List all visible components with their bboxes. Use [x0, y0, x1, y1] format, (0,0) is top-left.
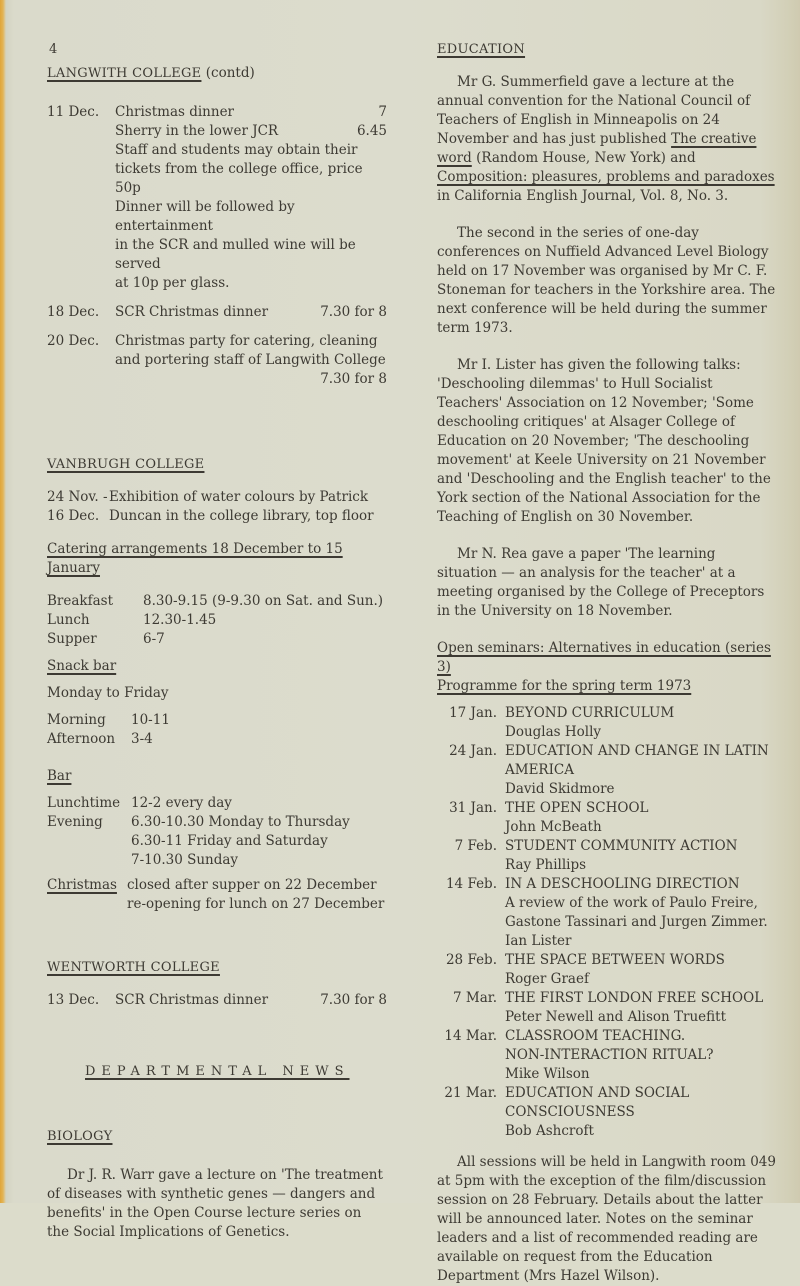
entry-text: Staff and students may obtain their: [115, 142, 358, 158]
text-run: (Random House, New York) and: [471, 150, 696, 166]
entry-text: Dinner will be followed by entertainment: [115, 199, 295, 234]
left-column: [47, 42, 387, 1242]
entry-line: [115, 141, 387, 160]
seminar-line: Douglas Holly: [505, 724, 602, 740]
seminar-line: Bob Ashcroft: [505, 1123, 594, 1139]
entry-date: 20 Dec.: [47, 333, 100, 349]
seminar-line: Gastone Tassinari and Jurgen Zimmer.: [505, 914, 768, 930]
seminar-item: [437, 704, 777, 742]
exhibition-text: Exhibition of water colours by Patrick: [109, 489, 368, 505]
bar-time: [47, 832, 387, 851]
entry-text: and portering staff of Langwith College: [115, 352, 386, 368]
seminar-line: Mike Wilson: [505, 1066, 590, 1082]
seminar-item: [437, 989, 777, 1027]
langwith-heading: [47, 64, 387, 83]
snack-bar-time-label: Morning: [47, 712, 106, 728]
seminar-date: 28 Feb.: [445, 952, 497, 968]
entry-body: [115, 303, 387, 322]
catering-title: Catering arrangements 18 December to 15 January: [47, 541, 343, 576]
seminar-details: [505, 1027, 777, 1084]
wentworth-entry: [47, 991, 387, 1010]
meal-time-value: 6-7: [143, 631, 165, 647]
seminar-details: [505, 837, 777, 875]
text-run: Mr G. Summerfield gave a lecture at the annual convention for the National Council of Teachers of English in Minneapolis on 24 November and has just published: [437, 74, 751, 147]
seminar-date: 21 Mar.: [444, 1085, 497, 1101]
seminar-list: [437, 704, 777, 1141]
entry-line: [115, 332, 387, 351]
education-paragraph-3: Mr I. Lister has given the following talks: 'Deschooling dilemmas' to Hull Socialist Teachers' Association on 12 November; 'Some deschooling critiques' at Alsager College of Education on 20 November; 'The deschooling movement' at Keele University on 21 November and 'Deschooling and the English teacher' to the York section of the National Association for the Teaching of English on 30 November.: [437, 357, 771, 525]
seminar-line: AMERICA: [505, 762, 575, 778]
seminar-date: 17 Jan.: [449, 705, 497, 721]
bar-time-value: 6.30-10.30 Monday to Thursday: [131, 814, 350, 830]
bar-time-label: Evening: [47, 814, 103, 830]
bar-time-value: 6.30-11 Friday and Saturday: [131, 833, 328, 849]
seminar-item: [437, 1084, 777, 1141]
meal-time: [47, 592, 387, 611]
entry-time: 6.45: [356, 123, 387, 139]
bar-time-label: [47, 851, 131, 870]
entry-line: [115, 198, 387, 236]
entry-time: 7.30 for 8: [320, 304, 387, 320]
meals-list: [47, 592, 387, 649]
exhibition-line: [47, 507, 387, 526]
education-paragraph-1: [437, 73, 777, 206]
seminar-line: Ian Lister: [505, 933, 572, 949]
bar-hours: [47, 794, 387, 870]
seminar-date: 7 Feb.: [454, 838, 497, 854]
meal-time: [47, 611, 387, 630]
meal-time-label: Lunch: [47, 612, 90, 628]
snack-bar-hours: [47, 711, 387, 749]
seminar-item: [437, 799, 777, 837]
entry-line: [115, 160, 387, 198]
seminar-date: 14 Feb.: [445, 876, 497, 892]
entry-text: SCR Christmas dinner: [115, 992, 269, 1008]
seminar-date: 14 Mar.: [444, 1028, 497, 1044]
wentworth-title: WENTWORTH COLLEGE: [47, 960, 220, 975]
langwith-suffix: (contd): [205, 65, 255, 81]
snack-bar-days: Monday to Friday: [47, 685, 169, 701]
exhibition-text: Duncan in the college library, top floor: [109, 508, 374, 524]
bar-time-label: Lunchtime: [47, 795, 121, 811]
entry-body: [115, 103, 387, 293]
meal-time-value: 12.30-1.45: [143, 612, 217, 628]
event-entry: [47, 332, 387, 389]
snack-bar-time-value: 3-4: [131, 731, 153, 747]
seminar-line: NON-INTERACTION RITUAL?: [505, 1047, 714, 1063]
seminar-details: [505, 704, 777, 742]
seminars-subtitle: Programme for the spring term 1973: [437, 678, 692, 694]
seminar-item: [437, 837, 777, 875]
snack-bar-time: [47, 711, 387, 730]
entry-line: [115, 370, 387, 389]
seminar-title: EDUCATION AND SOCIAL CONSCIOUSNESS: [505, 1085, 690, 1120]
book-title-creative-word: The creative word: [437, 131, 757, 166]
seminar-item: [437, 742, 777, 799]
bar-time: [47, 794, 387, 813]
snack-bar-time-value: 10-11: [131, 712, 170, 728]
entry-text: Sherry in the lower JCR: [115, 123, 279, 139]
entry-line: [115, 103, 387, 122]
snack-bar-time-label: Afternoon: [47, 731, 116, 747]
seminar-title: BEYOND CURRICULUM: [505, 705, 675, 721]
entry-date: 11 Dec.: [47, 104, 100, 120]
meal-time: [47, 630, 387, 649]
christmas-line: closed after supper on 22 December: [127, 877, 377, 893]
entry-date: 18 Dec.: [47, 304, 100, 320]
seminar-item: [437, 951, 777, 989]
entry-time: 7.30 for 8: [320, 371, 387, 387]
entry-body: [115, 332, 387, 389]
seminar-title: STUDENT COMMUNITY ACTION: [505, 838, 738, 854]
bar-time: [47, 851, 387, 870]
seminar-details: [505, 989, 777, 1027]
seminar-title: CLASSROOM TEACHING.: [505, 1028, 686, 1044]
education-paragraph-2: The second in the series of one-day conferences on Nuffield Advanced Level Biology held on 17 November was organised by Mr C. F. Stoneman for teachers in the Yorkshire area. The next conference will be held during the summer term 1973.: [437, 225, 776, 336]
seminar-line: Ray Phillips: [505, 857, 587, 873]
meal-time-label: Breakfast: [47, 593, 113, 609]
snack-bar-time: [47, 730, 387, 749]
education-title: EDUCATION: [437, 42, 526, 57]
bar-title: Bar: [47, 768, 72, 784]
seminar-line: David Skidmore: [505, 781, 615, 797]
seminar-details: [505, 1084, 777, 1141]
seminar-item: [437, 1027, 777, 1084]
seminars-closing-note: All sessions will be held in Langwith room 049 at 5pm with the exception of the film/discussion session on 28 February. Details about the latter will be announced later. Notes on the seminar leaders and a list of recommended reading are available on request from the Education Department (Mrs Hazel Wilson).: [437, 1154, 776, 1284]
seminar-title: THE FIRST LONDON FREE SCHOOL: [505, 990, 764, 1006]
seminar-line: Roger Graef: [505, 971, 589, 987]
meal-time-label: Supper: [47, 631, 97, 647]
vanbrugh-exhibition: [47, 488, 387, 526]
right-column: [437, 40, 777, 1286]
entry-text: Christmas party for catering, cleaning: [115, 333, 378, 349]
event-entry: [47, 103, 387, 293]
seminar-date: 24 Jan.: [449, 743, 497, 759]
meal-time-value: 8.30-9.15 (9-9.30 on Sat. and Sun.): [143, 593, 384, 609]
langwith-entries: [47, 103, 387, 389]
vanbrugh-title: VANBRUGH COLLEGE: [47, 457, 205, 472]
seminar-date: 7 Mar.: [452, 990, 497, 1006]
snack-bar-title: Snack bar: [47, 658, 117, 674]
biology-text: Dr J. R. Warr gave a lecture on 'The treatment of diseases with synthetic genes — dangers and benefits' in the Open Course lecture series on the Social Implications of Genetics.: [47, 1167, 383, 1240]
article-title-composition: Composition: pleasures, problems and paradoxes: [437, 169, 775, 185]
entry-text: tickets from the college office, price 50p: [115, 161, 363, 196]
entry-line: [115, 351, 387, 370]
entry-time: 7: [378, 104, 387, 120]
seminar-details: [505, 742, 777, 799]
seminar-details: [505, 799, 777, 837]
text-run: in California English Journal, Vol. 8, No. 3.: [437, 188, 729, 204]
seminar-item: [437, 875, 777, 951]
entry-line: [115, 236, 387, 274]
seminar-line: Peter Newell and Alison Truefitt: [505, 1009, 726, 1025]
bar-time-value: 12-2 every day: [131, 795, 232, 811]
biology-title: BIOLOGY: [47, 1129, 113, 1144]
seminar-title: IN A DESCHOOLING DIRECTION: [505, 876, 740, 892]
exhibition-line: [47, 488, 387, 507]
seminar-details: [505, 875, 777, 951]
exhibition-date: 24 Nov. -: [47, 489, 108, 505]
entry-text: Christmas dinner: [115, 104, 235, 120]
entry-date: 13 Dec.: [47, 992, 100, 1008]
page-number: 4: [49, 42, 58, 57]
departmental-news-title: DEPARTMENTAL NEWS: [85, 1064, 350, 1079]
bar-time-label: [47, 832, 131, 851]
seminar-title: THE OPEN SCHOOL: [505, 800, 649, 816]
christmas-label: Christmas: [47, 877, 117, 893]
entry-line: [115, 274, 387, 293]
seminar-line: John McBeath: [505, 819, 602, 835]
christmas-line: re-opening for lunch on 27 December: [127, 896, 385, 912]
seminar-title: EDUCATION AND CHANGE IN LATIN: [505, 743, 769, 759]
bar-time-value: 7-10.30 Sunday: [131, 852, 239, 868]
entry-text: SCR Christmas dinner: [115, 304, 269, 320]
entry-line: [115, 122, 387, 141]
entry-text: at 10p per glass.: [115, 275, 230, 291]
entry-text: in the SCR and mulled wine will be served: [115, 237, 356, 272]
entry-time: 7.30 for 8: [320, 992, 387, 1008]
exhibition-date: 16 Dec.: [47, 508, 100, 524]
seminar-title: THE SPACE BETWEEN WORDS: [505, 952, 725, 968]
seminar-line: A review of the work of Paulo Freire,: [505, 895, 758, 911]
christmas-closure: [47, 876, 387, 914]
entry-line: [115, 303, 387, 322]
langwith-title: LANGWITH COLLEGE: [47, 66, 202, 81]
education-paragraph-4: Mr N. Rea gave a paper 'The learning situation — an analysis for the teacher' at a meeting organised by the College of Preceptors in the University on 18 November.: [437, 546, 765, 619]
seminars-title: Open seminars: Alternatives in education (series 3): [437, 640, 771, 675]
seminar-date: 31 Jan.: [449, 800, 497, 816]
event-entry: [47, 303, 387, 322]
seminar-details: [505, 951, 777, 989]
bar-time: [47, 813, 387, 832]
